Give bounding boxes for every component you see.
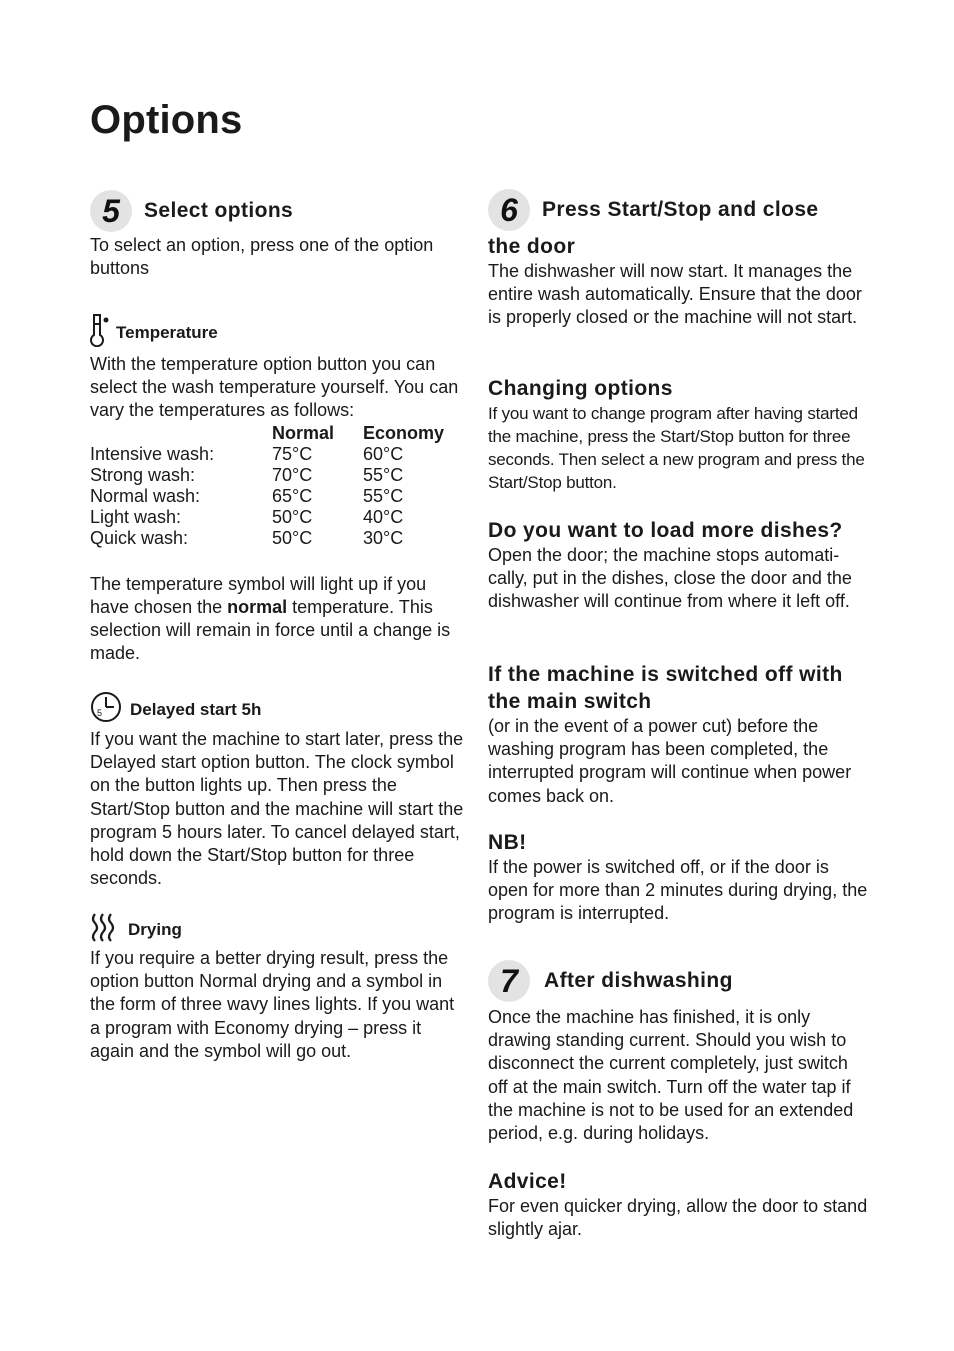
- delayed-start-heading: [90, 691, 468, 728]
- nb-section: [488, 830, 868, 926]
- advice-section: [488, 1169, 868, 1241]
- table-header-normal: Normal: [272, 422, 335, 443]
- step-5-intro: To select an option, press one of the option buttons: [90, 235, 434, 279]
- nb-body: If the power is switched off, or if the door is open for more than 2 minutes during drying, the program is interrupted.: [488, 857, 868, 924]
- table-header-economy: Economy: [363, 422, 445, 443]
- load-more-body: Open the door; the machine stops automati-cally, put in the dishes, close the door and the dishwasher will continue from where it left off.: [488, 545, 852, 612]
- temperature-note-start: The temperature symbol will light up if you have chosen the: [90, 573, 427, 617]
- load-more-section: [488, 518, 868, 614]
- temperature-note-bold: normal: [227, 596, 288, 617]
- temperature-note-end: temperature. This selection will remain in force until a change is made.: [90, 596, 451, 664]
- drying-heading: [90, 912, 468, 947]
- load-more-title: Do you want to load more dishes?: [488, 519, 843, 542]
- svg-text:5: 5: [97, 708, 103, 718]
- changing-options-title: Changing options: [488, 377, 673, 400]
- temperature-table-header: [90, 423, 444, 444]
- nb-title: NB!: [488, 831, 527, 854]
- program-label: Intensive wash:: [90, 443, 215, 464]
- changing-options-section: [488, 376, 868, 494]
- advice-body: For even quicker drying, allow the door to stand slightly ajar.: [488, 1196, 868, 1240]
- step-5-title: Select options: [144, 199, 294, 222]
- program-label: Strong wash:: [90, 464, 196, 485]
- economy-temp: 60°C: [363, 443, 404, 464]
- economy-temp: 55°C: [363, 464, 404, 485]
- temperature-intro: With the temperature option button you can select the wash temperature yourself. You can vary the temperatures as follows:: [90, 354, 459, 421]
- table-row: [90, 465, 444, 486]
- changing-options-body: If you want to change program after having started the machine, press the Start/Stop button for three seconds. Then select a new program and press the Start/Stop button.: [488, 404, 865, 492]
- table-row: [90, 444, 444, 465]
- program-label: Normal wash:: [90, 485, 201, 506]
- drying-section: [90, 912, 468, 1063]
- step-6-heading: [488, 189, 868, 231]
- step-7-body: Once the machine has finished, it is only drawing standing current. Should you wish to disconnect the current completely, just switch off at the main switch. Turn off the water tap if the machine is not to be used for an extended period, e.g. during holidays.: [488, 1007, 854, 1144]
- step-5-section: [90, 190, 468, 280]
- temperature-note: [90, 573, 468, 666]
- switched-off-body: (or in the event of a power cut) before the washing program has been completed, the interrupted program will continue when power comes back on.: [488, 716, 852, 806]
- normal-temp: 70°C: [272, 464, 313, 485]
- normal-temp: 65°C: [272, 485, 313, 506]
- delayed-start-title: Delayed start 5h: [130, 699, 262, 719]
- table-row: [90, 528, 444, 549]
- step-5-heading: [90, 190, 468, 232]
- step-number-6: 6: [488, 189, 530, 231]
- clock-icon: [90, 691, 122, 728]
- step-7-section: [488, 960, 868, 1145]
- step-7-heading: [488, 960, 868, 1002]
- temperature-section: [90, 313, 468, 665]
- program-label: Light wash:: [90, 506, 182, 527]
- economy-temp: 40°C: [363, 506, 404, 527]
- advice-title: Advice!: [488, 1170, 567, 1193]
- delayed-start-section: [90, 691, 468, 890]
- switched-off-section: [488, 661, 868, 808]
- wavy-lines-icon: [90, 912, 116, 947]
- program-label: Quick wash:: [90, 527, 189, 548]
- drying-body: If you require a better drying result, press the option button Normal drying and a symbol in the form of three wavy lines lights. If you want a program with Economy drying – press it again and the symbol will go out.: [90, 948, 455, 1061]
- temperature-title: Temperature: [116, 322, 218, 342]
- page-title: Options: [90, 98, 243, 142]
- step-6-title-line2: the door: [488, 235, 576, 258]
- drying-title: Drying: [128, 919, 182, 939]
- step-7-title: After dishwashing: [544, 969, 733, 992]
- table-header-label: [90, 423, 272, 444]
- economy-temp: 55°C: [363, 485, 404, 506]
- step-number-5: 5: [90, 190, 132, 232]
- step-6-title-line1: Press Start/Stop and close: [542, 198, 819, 221]
- thermometer-icon: [90, 313, 112, 352]
- normal-temp: 50°C: [272, 527, 313, 548]
- temperature-heading: [90, 313, 468, 352]
- economy-temp: 30°C: [363, 527, 404, 548]
- normal-temp: 50°C: [272, 506, 313, 527]
- step-6-section: [488, 189, 868, 330]
- step-6-body: The dishwasher will now start. It manages the entire wash automatically. Ensure that the door is properly closed or the machine will not start.: [488, 261, 862, 328]
- step-number-7: 7: [488, 960, 530, 1002]
- switched-off-title: If the machine is switched off with the main switch: [488, 663, 843, 713]
- delayed-start-body: If you want the machine to start later, press the Delayed start option button. The clock symbol on the button lights up. Then press the Start/Stop button and the machine will start the program 5 hours later. To cancel delayed start, hold down the Start/Stop button for three seconds.: [90, 729, 464, 889]
- normal-temp: 75°C: [272, 443, 313, 464]
- table-row: [90, 486, 444, 507]
- table-row: [90, 507, 444, 528]
- temperature-table: [90, 423, 444, 549]
